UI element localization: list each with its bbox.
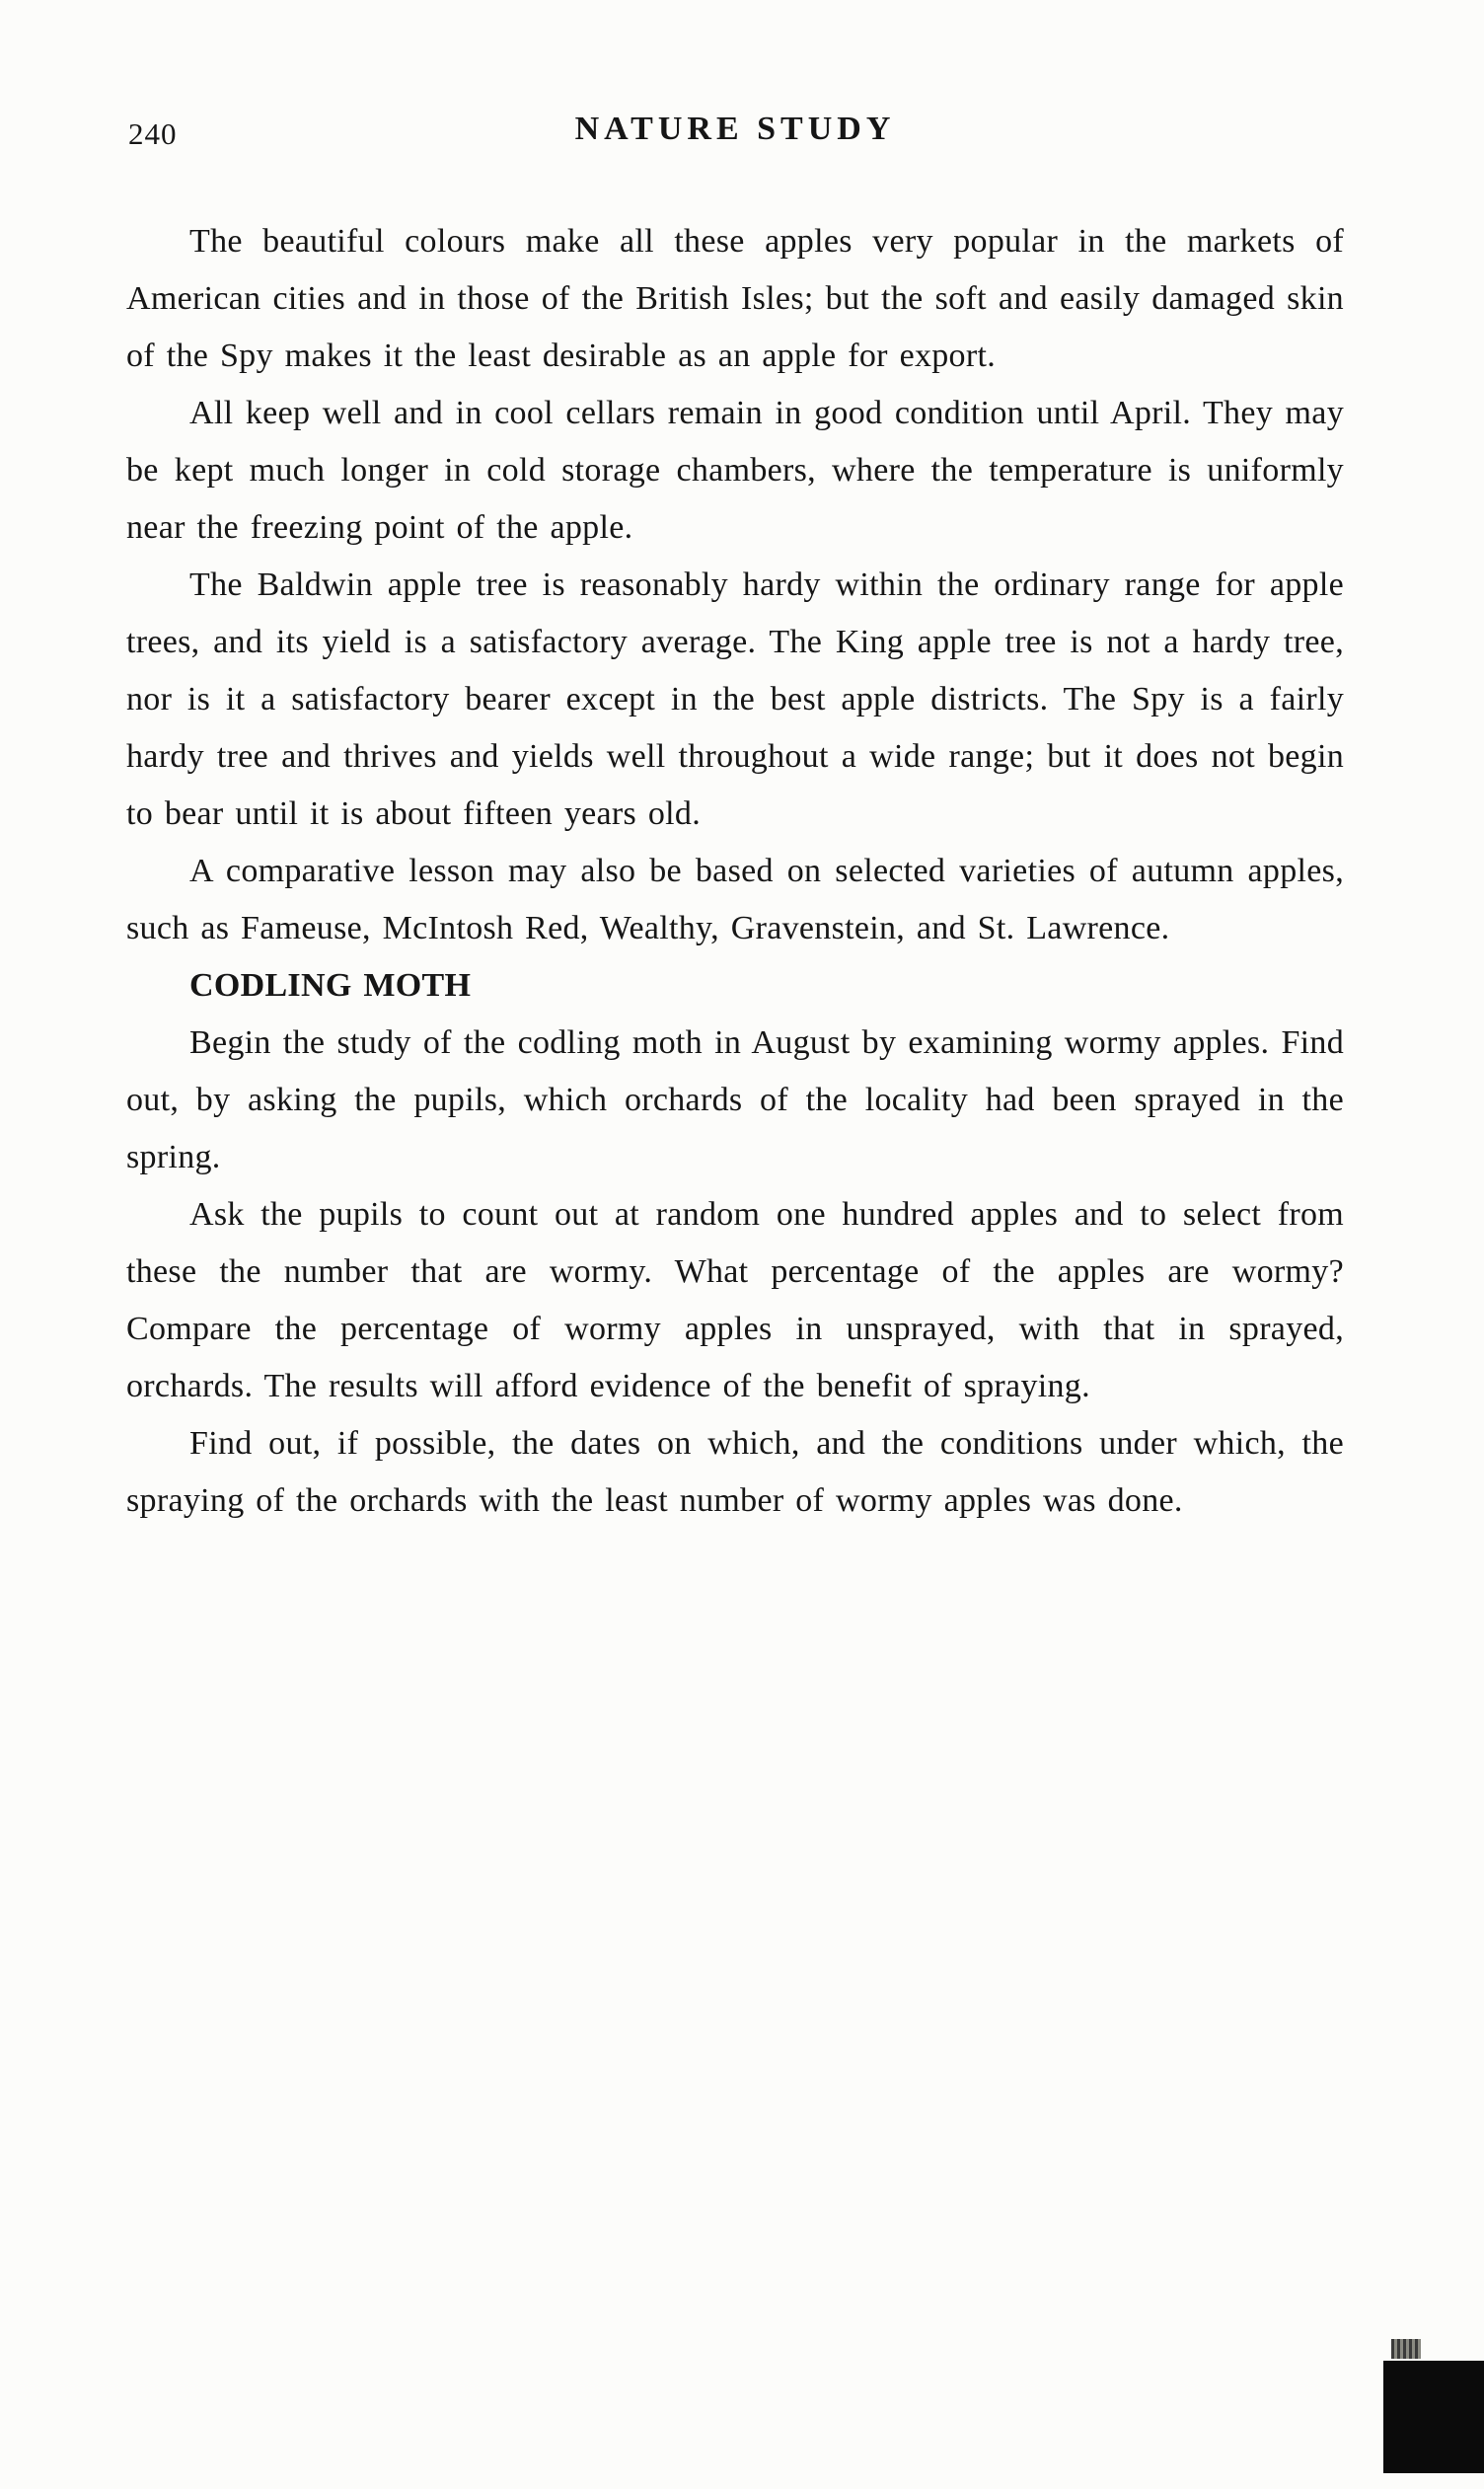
paragraph: Find out, if possible, the dates on which, and the conditions under which, the spraying of the orchards with the least number of wormy apples was done. bbox=[126, 1425, 1344, 1519]
paragraph: Begin the study of the codling moth in August by examining wormy apples. Find out, by asking the pupils, which orchards of the locality had been sprayed in the spring. bbox=[126, 1024, 1344, 1175]
paragraph: The Baldwin apple tree is reasonably hardy within the ordinary range for apple trees, and its yield is a satisfactory average. The King apple tree is not a hardy tree, nor is it a satisfactory bearer except in the best apple districts. The Spy is a fairly hardy tree and thrives and yields well throughout a wide range; but it does not begin to bear until it is about fifteen years old. bbox=[126, 566, 1344, 832]
body-text bbox=[126, 213, 1344, 1530]
paragraph: The beautiful colours make all these apples very popular in the markets of American cities and in those of the British Isles; but the soft and easily damaged skin of the Spy makes it the least desirable as an apple for export. bbox=[126, 223, 1344, 374]
section-heading-codling-moth: CODLING MOTH bbox=[189, 967, 472, 1004]
page-header bbox=[126, 111, 1344, 162]
paragraph: A comparative lesson may also be based on selected varieties of autumn apples, such as Fameuse, McIntosh Red, Wealthy, Gravenstein, and St. Lawrence. bbox=[126, 853, 1344, 946]
running-title: NATURE STUDY bbox=[574, 111, 896, 147]
scan-smudge-artifact bbox=[1391, 2339, 1421, 2359]
page-number: 240 bbox=[128, 116, 178, 151]
paragraph: Ask the pupils to count out at random one hundred apples and to select from these the number that are wormy. What percentage of the apples are wormy? Compare the percentage of wormy apples in unsprayed, with that in sprayed, orchards. The results will afford evidence of the benefit of spraying. bbox=[126, 1196, 1344, 1404]
ink-blot-artifact bbox=[1383, 2361, 1484, 2473]
paragraph: All keep well and in cool cellars remain in good condition until April. They may be kept much longer in cold storage chambers, where the temperature is uniformly near the freezing point of the apple. bbox=[126, 395, 1344, 546]
